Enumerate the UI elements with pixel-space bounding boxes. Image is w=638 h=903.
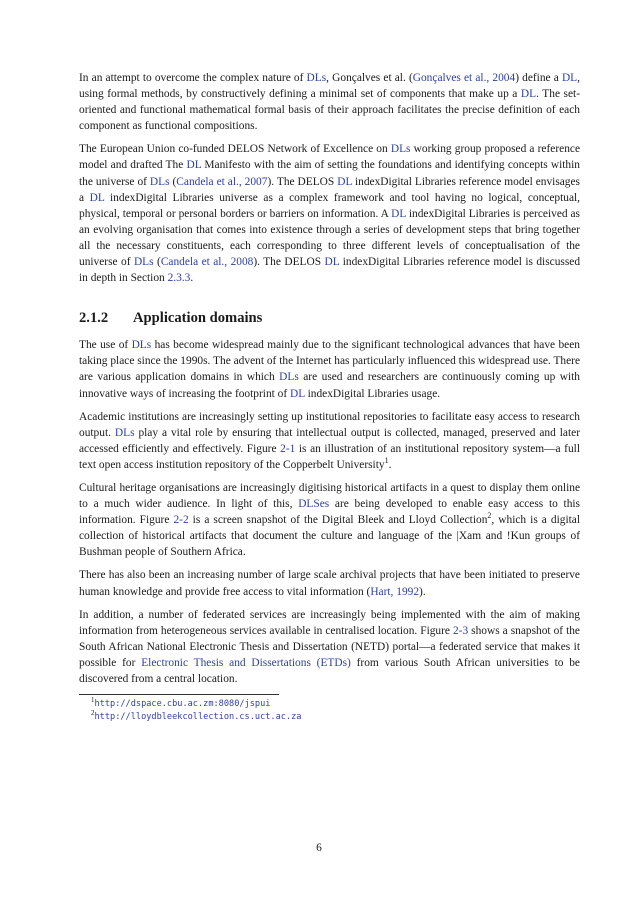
text-run: is a screen snapshot of the Digital Bleek and Lloyd Collection xyxy=(188,514,488,527)
cross-reference-link[interactable]: DL xyxy=(337,175,352,188)
page-body xyxy=(79,70,580,724)
cross-reference-link[interactable]: DL xyxy=(561,72,578,84)
text-run: play a vital role by ensuring that intellectual output is collected, managed, preserved and later accessed efficiently and effectively. Figure xyxy=(79,426,580,455)
text-run: ). The DELOS xyxy=(253,256,325,269)
cross-reference-link[interactable]: DL xyxy=(324,256,340,269)
page-number: 6 xyxy=(316,842,322,854)
cross-reference-link[interactable]: 2-1 xyxy=(280,442,296,455)
text-run: are being developed to enable easy access to this information. Figure xyxy=(79,498,580,527)
text-run: is an illustration of an institutional repository system—a full text open access institution repository of the Copperbelt University xyxy=(79,442,580,471)
text-run: indexDigital Libraries reference model is discussed in depth in Section xyxy=(79,256,581,285)
text-run: In addition, a number of federated services are increasingly being implemented with the aim of making information from heterogeneous services available in centralised location. Figure xyxy=(79,608,580,637)
text-run: ). xyxy=(419,585,426,598)
paragraph-p7 xyxy=(79,607,580,687)
text-run: from various South African universities to be discovered from a central location. xyxy=(79,656,580,685)
cross-reference-link[interactable]: DLSes xyxy=(298,498,330,511)
cross-reference-link[interactable]: DL xyxy=(186,159,202,172)
cross-reference-link[interactable]: DL xyxy=(290,387,305,400)
footnotes xyxy=(79,698,580,724)
footnote-marker[interactable]: 2 xyxy=(487,511,492,521)
text-run: Manifesto with the aim of setting the foundations and identifying concepts within the universe of xyxy=(79,159,580,188)
text-run: indexDigital Libraries universe as a complex framework and tool having no logical, conceptual, physical, temporal or personal borders or barriers on information. A xyxy=(79,191,581,220)
paragraph-p1 xyxy=(79,70,580,134)
cross-reference-link[interactable]: DL xyxy=(520,88,537,101)
text-run: The European Union co-funded DELOS Network of Excellence on xyxy=(79,143,391,156)
footnote-rule xyxy=(79,694,279,695)
text-run: . xyxy=(190,272,194,285)
footnote-number: 1 xyxy=(91,696,95,705)
cross-reference-link[interactable]: Electronic Thesis and Dissertations (ETDs) xyxy=(141,656,351,669)
text-run: ). The DELOS xyxy=(267,175,338,188)
cross-reference-link[interactable]: 2-2 xyxy=(173,514,189,527)
cross-reference-link[interactable]: DLs xyxy=(390,143,411,156)
text-run: ( xyxy=(169,175,177,188)
text-run: In an attempt to overcome the complex nature of xyxy=(79,72,307,84)
text-run: has become widespread mainly due to the significant technological advances that have been taking place since the 1990s. The advent of the Internet has particularly influenced this widespread use. There are various application domains in which xyxy=(79,339,580,384)
cross-reference-link[interactable]: DL xyxy=(391,207,406,220)
paragraph-p5 xyxy=(79,480,580,560)
text-run: shows a snapshot of the South African National Electronic Thesis and Dissertation (NETD) portal—a federated service that makes it possible for xyxy=(79,624,580,669)
cross-reference-link[interactable]: DLs xyxy=(133,256,154,269)
text-run: Cultural heritage organisations are increasingly digitising historical artifacts in a quest to display them online to a much wider audience. In light of this, xyxy=(79,481,580,511)
text-run: ( xyxy=(153,256,161,269)
text-run: The use of xyxy=(79,339,132,352)
text-run: ) define a xyxy=(515,72,562,84)
cross-reference-link[interactable]: 2-3 xyxy=(452,624,469,637)
intro-paragraphs xyxy=(79,70,580,286)
footnote-url-link[interactable]: http://lloydbleekcollection.cs.uct.ac.za xyxy=(94,712,302,723)
text-run: , which is a digital collection of historical artifacts that document the culture and language of the |Xam and !Kun groups of Bushman people of Southern Africa. xyxy=(79,514,581,559)
footnote-number: 2 xyxy=(91,709,95,718)
cross-reference-link[interactable]: DL xyxy=(89,191,105,204)
footnote-marker[interactable]: 1 xyxy=(384,456,389,466)
cross-reference-link[interactable]: DLs xyxy=(131,339,152,352)
cross-reference-link[interactable]: Candela et al., 2008 xyxy=(160,256,254,269)
section-title: Application domains xyxy=(133,310,263,327)
text-run: indexDigital Libraries is perceived as an evolving organisation that comes into existence through a series of development steps that bring together all the necessary constituents, each corresponding to three different levels of conceptualisation of the universe of xyxy=(79,207,580,269)
paragraph-p3 xyxy=(79,337,580,401)
paragraph-p2 xyxy=(79,141,580,286)
text-run: , using formal methods, by constructively defining a minimal set of components that make up a xyxy=(79,72,580,101)
cross-reference-link[interactable]: DLs xyxy=(149,175,170,188)
cross-reference-link[interactable]: DLs xyxy=(306,72,327,84)
text-run: are used and researchers are continuously coming up with innovative ways of increasing the footprint of xyxy=(79,371,580,400)
cross-reference-link[interactable]: DLs xyxy=(279,371,299,384)
footnote-url-link[interactable]: http://dspace.cbu.ac.zm:8080/jspui xyxy=(94,699,271,710)
text-run: . xyxy=(388,458,392,471)
text-run: indexDigital Libraries usage. xyxy=(304,387,441,400)
footnote-2 xyxy=(91,711,580,724)
cross-reference-link[interactable]: DLs xyxy=(114,426,135,439)
cross-reference-link[interactable]: 2.3.3 xyxy=(167,272,191,285)
section-paragraphs xyxy=(79,337,580,687)
paragraph-p4 xyxy=(79,409,580,473)
footnote-1 xyxy=(91,698,580,711)
text-run: There has also been an increasing number of large scale archival projects that have been initiated to preserve human knowledge and provide free access to vital information ( xyxy=(79,569,580,598)
cross-reference-link[interactable]: Hart, 1992 xyxy=(370,585,420,598)
cross-reference-link[interactable]: Gonçalves et al., 2004 xyxy=(412,72,516,84)
text-run: indexDigital Libraries reference model envisages a xyxy=(79,175,580,204)
section-number: 2.1.2 xyxy=(79,310,109,327)
text-run: working group proposed a reference model and drafted The xyxy=(79,143,580,172)
text-run: , Gonçalves et al. ( xyxy=(326,72,413,84)
text-run: . The set-oriented and functional mathematical formal basis of their approach facilitates the precise definition of each component as functional compositions. xyxy=(79,88,580,133)
text-run: Academic institutions are increasingly setting up institutional repositories to facilitate easy access to research output. xyxy=(79,410,580,439)
paragraph-p6 xyxy=(79,567,580,599)
cross-reference-link[interactable]: Candela et al., 2007 xyxy=(176,175,268,188)
section-heading xyxy=(79,309,580,327)
